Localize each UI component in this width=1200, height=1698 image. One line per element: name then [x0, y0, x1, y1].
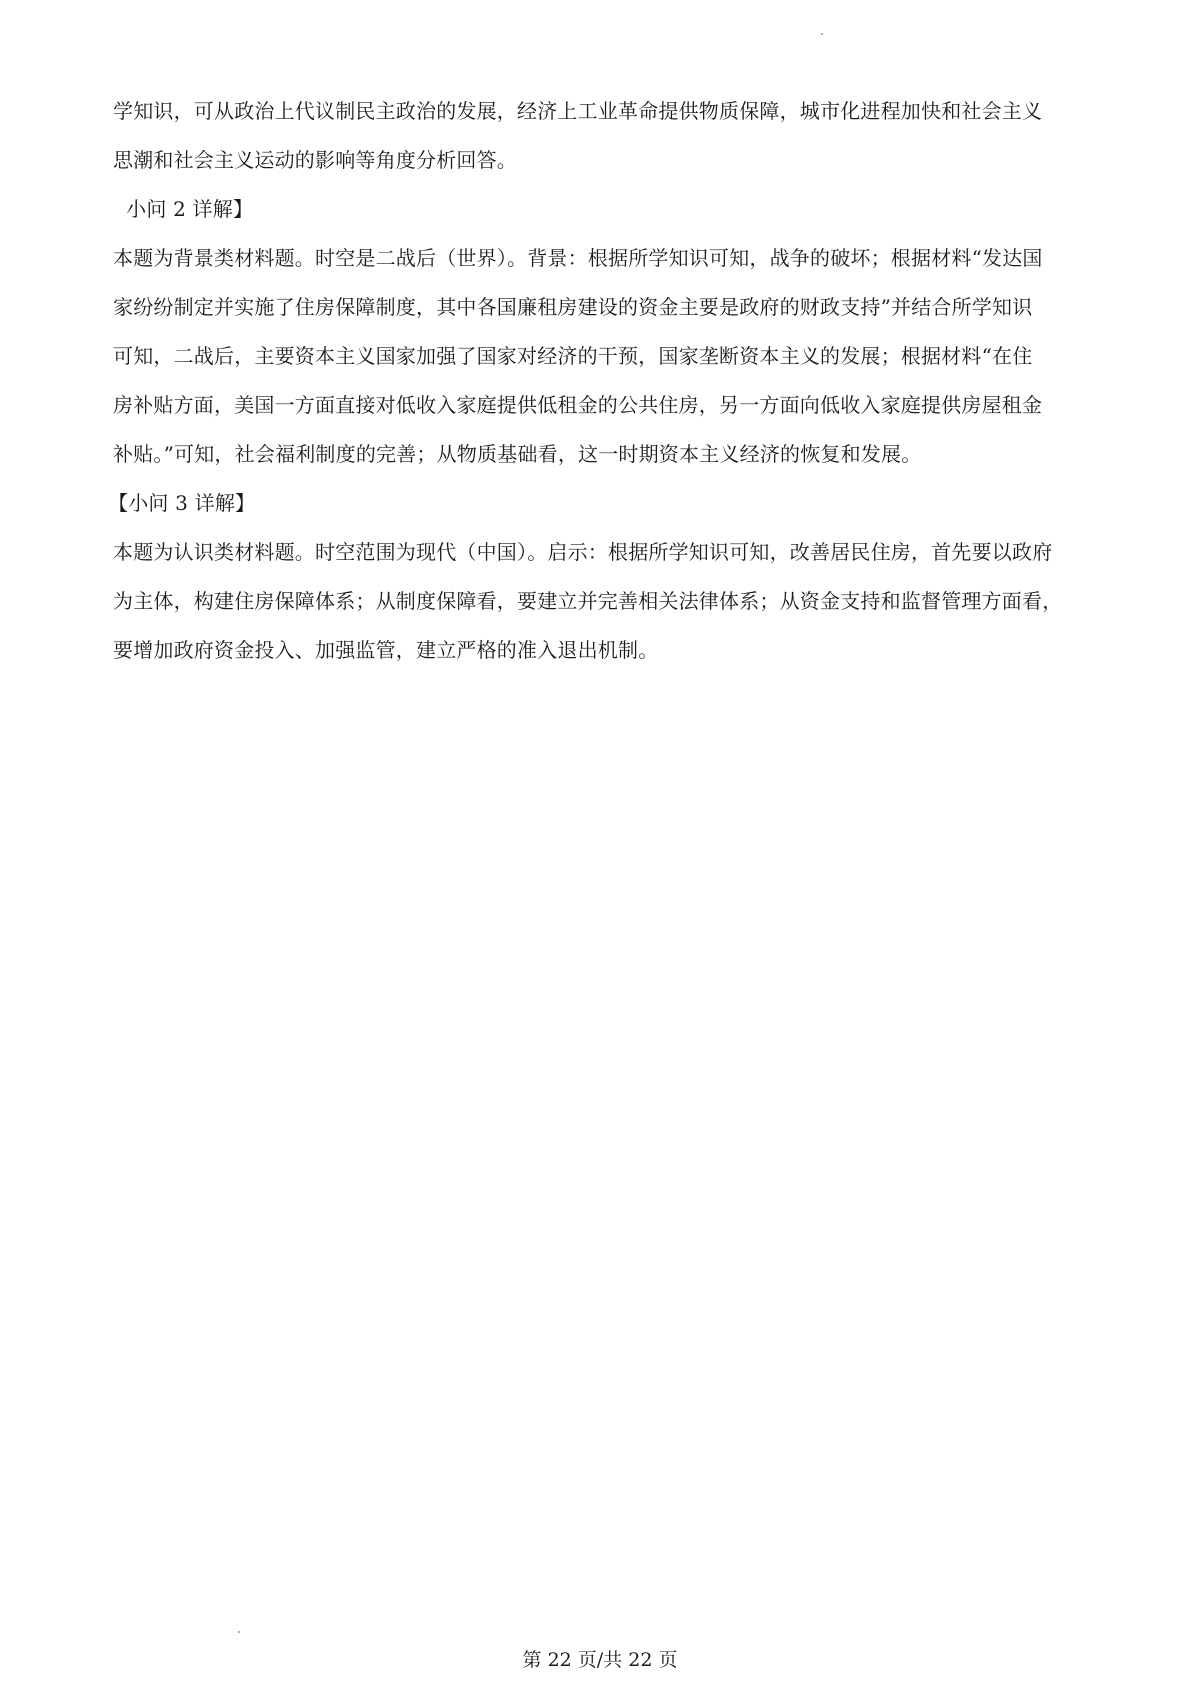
- text-line-5: 可知，二战后，主要资本主义国家加强了国家对经济的干预，国家垄断资本主义的发展；根据材料“在住: [113, 344, 1033, 368]
- section-heading-q2: 小问 2 详解】: [113, 197, 254, 221]
- scan-speck: [821, 33, 823, 35]
- text-line-7: 补贴。”可知，社会福利制度的完善；从物质基础看，这一时期资本主义经济的恢复和发展。: [113, 442, 922, 466]
- text-line-9: 为主体，构建住房保障体系；从制度保障看，要建立并完善相关法律体系；从资金支持和监督管理方面看，: [113, 589, 1063, 613]
- text-line-10: 要增加政府资金投入、加强监管，建立严格的准入退出机制。: [113, 638, 659, 662]
- text-line-8: 本题为认识类材料题。时空范围为现代（中国）。启示：根据所学知识可知，改善居民住房，首先要以政府: [113, 540, 1053, 564]
- text-line-3: 本题为背景类材料题。时空是二战后（世界）。背景：根据所学知识可知，战争的破坏；根据材料“发达国: [113, 246, 1043, 270]
- text-line-1: 学知识，可从政治上代议制民主政治的发展，经济上工业革命提供物质保障，城市化进程加快和社会主义: [113, 99, 1043, 123]
- text-line-6: 房补贴方面，美国一方面直接对低收入家庭提供低租金的公共住房，另一方面向低收入家庭提供房屋租金: [113, 393, 1043, 417]
- text-line-4: 家纷纷制定并实施了住房保障制度，其中各国廉租房建设的资金主要是政府的财政支持”并结合所学知识: [113, 295, 1033, 319]
- page-number-footer: 第 22 页/共 22 页: [522, 1649, 678, 1671]
- text-line-2: 思潮和社会主义运动的影响等角度分析回答。: [113, 148, 517, 172]
- scan-speck: [238, 1631, 240, 1633]
- section-heading-q3: 【小问 3 详解】: [108, 491, 256, 515]
